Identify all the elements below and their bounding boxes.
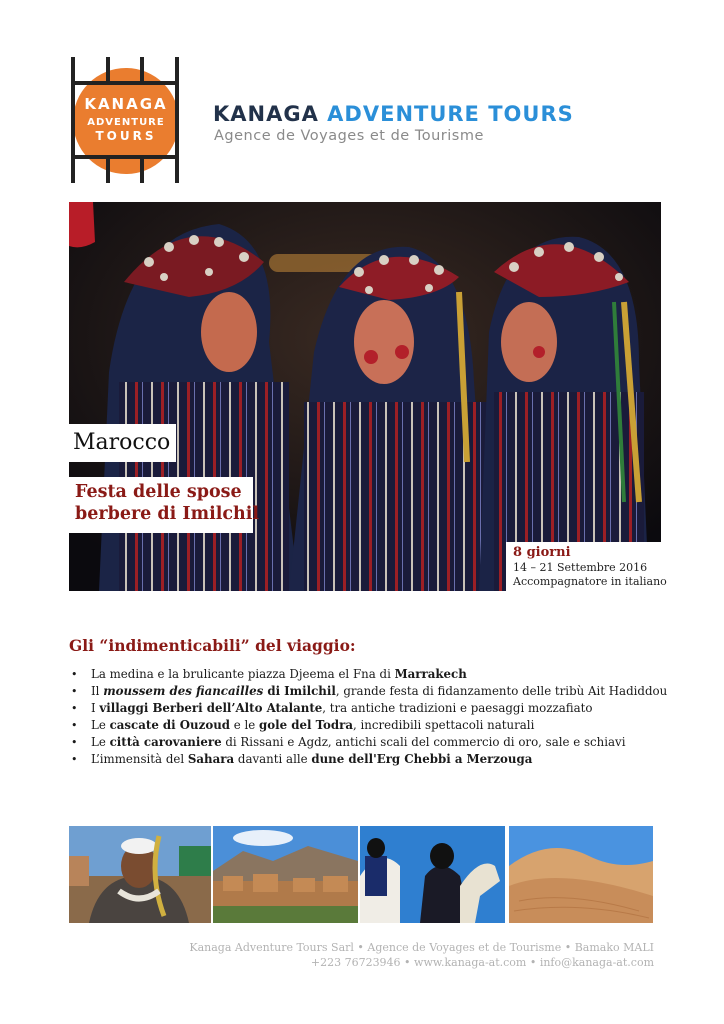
list-item xyxy=(69,683,669,700)
list-item xyxy=(69,700,669,717)
highlight-text: gole del Todra xyxy=(259,718,353,732)
highlight-text: villaggi Berberi dell’Alto Atalante xyxy=(99,701,323,715)
highlight-text xyxy=(103,684,263,698)
highlight-text: L’immensità del xyxy=(91,752,188,766)
highlight-text: I xyxy=(91,701,100,715)
highlight-text: Marrakech xyxy=(394,667,467,681)
logo-text-tours: TOURS xyxy=(95,129,157,143)
highlight-text: Sahara xyxy=(187,752,235,766)
highlights-list xyxy=(69,666,669,768)
bullet-icon: • xyxy=(71,719,78,732)
bullet-icon: • xyxy=(71,685,78,698)
highlight-text: Le xyxy=(91,735,110,749)
logo-text-adventure: ADVENTURE xyxy=(87,117,165,128)
brand-name xyxy=(213,102,574,126)
highlight-text: città carovaniere xyxy=(109,735,222,749)
festival-line-2: berbere di Imilchil xyxy=(75,504,260,524)
festival-line-1: Festa delle spose xyxy=(75,482,242,502)
brand-name-adventure: ADVENTURE TOURS xyxy=(327,102,574,126)
kanaga-logo-icon xyxy=(66,53,184,187)
hero-festival-label xyxy=(69,477,260,533)
highlight-text: Il xyxy=(91,684,104,698)
highlight-text: Le xyxy=(91,718,110,732)
footer-company-line: Kanaga Adventure Tours Sarl • Agence de Voyages et de Tourisme • Bamako MALI xyxy=(189,941,654,954)
bullet-icon: • xyxy=(71,736,78,749)
list-item xyxy=(69,717,669,734)
highlight-text: davanti alle xyxy=(234,752,312,766)
photo-tuareg-camel xyxy=(360,826,505,923)
highlight-text: , tra antiche tradizioni e paesaggi mozzafiato xyxy=(322,701,593,715)
highlight-text: di Imilchil xyxy=(263,684,336,698)
highlight-text: e le xyxy=(230,718,260,732)
hero-trip-info xyxy=(506,542,667,591)
list-item xyxy=(69,666,669,683)
logo-text-kanaga: KANAGA xyxy=(84,95,168,113)
highlight-text: di Rissani e Agdz, antichi scali del commercio di oro, sale e schiavi xyxy=(221,735,626,749)
highlight-text: , grande festa di fidanzamento delle tribù Ait Hadiddou xyxy=(335,684,668,698)
brand-tagline: Agence de Voyages et de Tourisme xyxy=(214,128,484,144)
highlight-text: dune dell'Erg Chebbi a Merzouga xyxy=(311,752,533,766)
highlights-title: Gli “indimenticabili” del viaggio: xyxy=(69,636,356,655)
highlight-text: cascate di Ouzoud xyxy=(109,718,231,732)
trip-days: 8 giorni xyxy=(513,545,571,560)
bullet-icon: • xyxy=(71,668,78,681)
footer-contact-line: +223 76723946 • www.kanaga-at.com • info@kanaga-at.com xyxy=(310,956,654,969)
photo-man-snakes xyxy=(69,826,211,923)
highlight-text: , incredibili spettacoli naturali xyxy=(353,718,535,732)
bullet-icon: • xyxy=(71,753,78,766)
bullet-icon: • xyxy=(71,702,78,715)
list-item xyxy=(69,734,669,751)
list-item xyxy=(69,751,669,768)
trip-guide: Accompagnatore in italiano xyxy=(513,575,667,588)
highlight-text: La medina e la brulicante piazza Djeema el Fna di xyxy=(91,667,395,681)
hero-country-label: Marocco xyxy=(69,424,176,462)
brand-name-kanaga: KANAGA xyxy=(213,102,319,126)
photo-sahara-dunes xyxy=(509,826,653,923)
trip-dates: 14 – 21 Settembre 2016 xyxy=(513,561,648,574)
highlight-text: moussem des fiancailles xyxy=(103,684,264,698)
photo-kasbah-village xyxy=(213,826,358,923)
